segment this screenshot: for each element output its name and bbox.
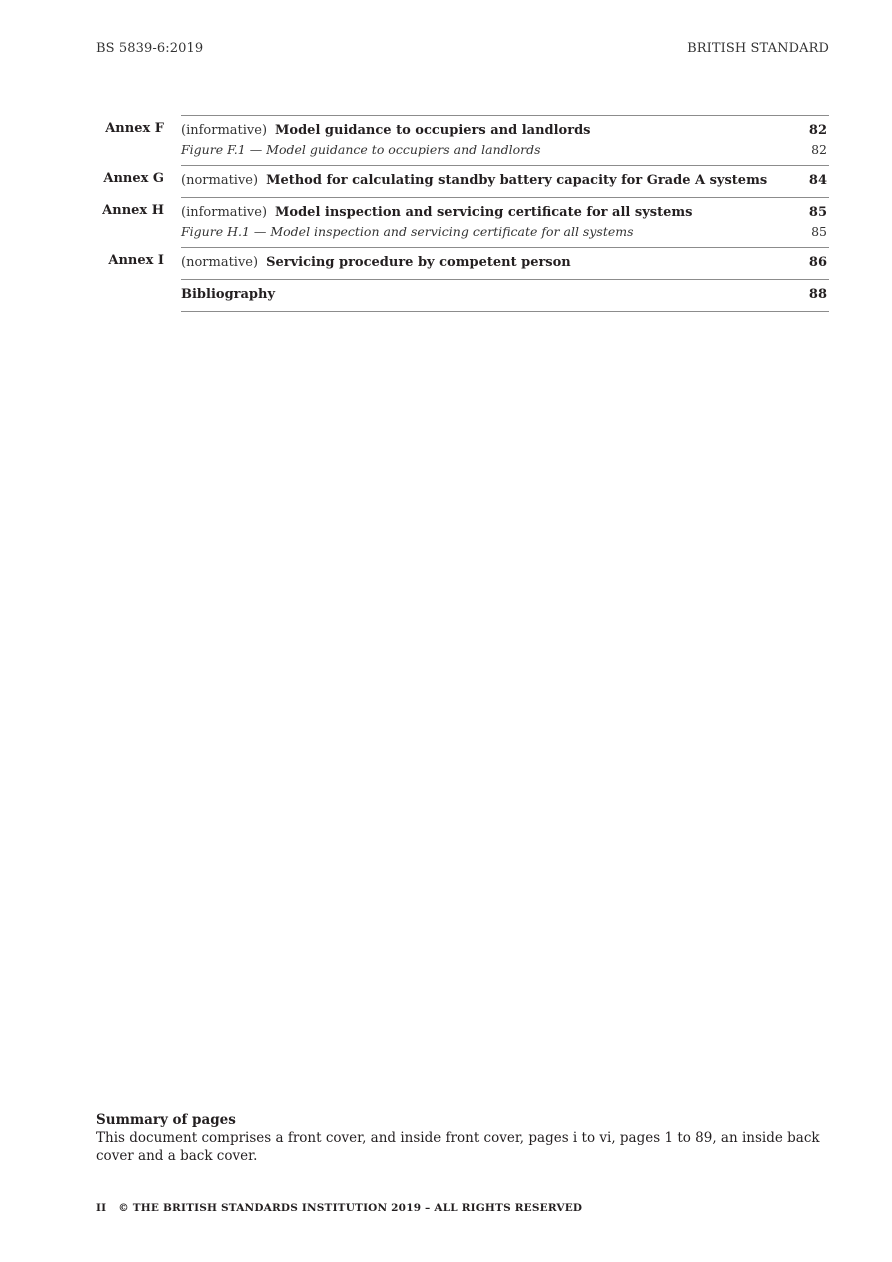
- annex-kind: (normative): [181, 255, 259, 270]
- page-number-roman: II: [96, 1202, 107, 1214]
- annex-title: Method for calculating standby battery capacity for Grade A systems: [266, 173, 768, 188]
- toc-entry-annex-i[interactable]: [96, 247, 829, 279]
- annex-title: Model guidance to occupiers and landlords: [275, 123, 591, 138]
- annex-kind: (normative): [181, 173, 259, 188]
- toc-entry-annex-g[interactable]: [96, 165, 829, 197]
- annex-kind: (informative): [181, 205, 268, 220]
- annex-title: Servicing procedure by competent person: [266, 255, 571, 270]
- summary-title: Summary of pages: [96, 1112, 236, 1128]
- page-number: 84: [808, 173, 827, 188]
- copyright-notice: © THE BRITISH STANDARDS INSTITUTION 2019 – ALL RIGHTS RESERVED: [118, 1202, 583, 1214]
- annex-kind: (informative): [181, 123, 268, 138]
- page-number: 88: [808, 287, 827, 302]
- figure-title: Figure F.1 — Model guidance to occupiers and landlords: [181, 142, 541, 157]
- figure-title: Figure H.1 — Model inspection and servicing certificate for all systems: [181, 224, 634, 239]
- figure-page-number: 85: [811, 224, 827, 239]
- page-footer: [96, 1202, 582, 1214]
- summary-of-pages: [96, 1111, 831, 1165]
- figure-entry[interactable]: [181, 141, 829, 159]
- annex-label: Annex F: [105, 121, 164, 136]
- toc-entry-bibliography[interactable]: [96, 279, 829, 312]
- toc-entry-annex-f[interactable]: [96, 115, 829, 165]
- page-number: 82: [808, 123, 827, 138]
- annex-title: Model inspection and servicing certificate for all systems: [275, 205, 693, 220]
- annex-label: Annex I: [108, 253, 164, 268]
- table-of-contents: [96, 115, 829, 312]
- annex-label: Annex G: [103, 171, 164, 186]
- page-number: 85: [808, 205, 827, 220]
- bibliography-title: Bibliography: [181, 287, 276, 302]
- figure-entry[interactable]: [181, 223, 829, 241]
- summary-text: This document comprises a front cover, and inside front cover, pages i to vi, pages 1 to 89, an inside back cover and a back cover.: [96, 1130, 820, 1164]
- document-code: BS 5839-6:2019: [96, 41, 204, 56]
- annex-label: Annex H: [102, 203, 164, 218]
- toc-entry-annex-h[interactable]: [96, 197, 829, 247]
- page-number: 86: [808, 255, 827, 270]
- annex-label: [96, 279, 164, 312]
- figure-page-number: 82: [811, 142, 827, 157]
- publisher-heading: BRITISH STANDARD: [687, 41, 829, 56]
